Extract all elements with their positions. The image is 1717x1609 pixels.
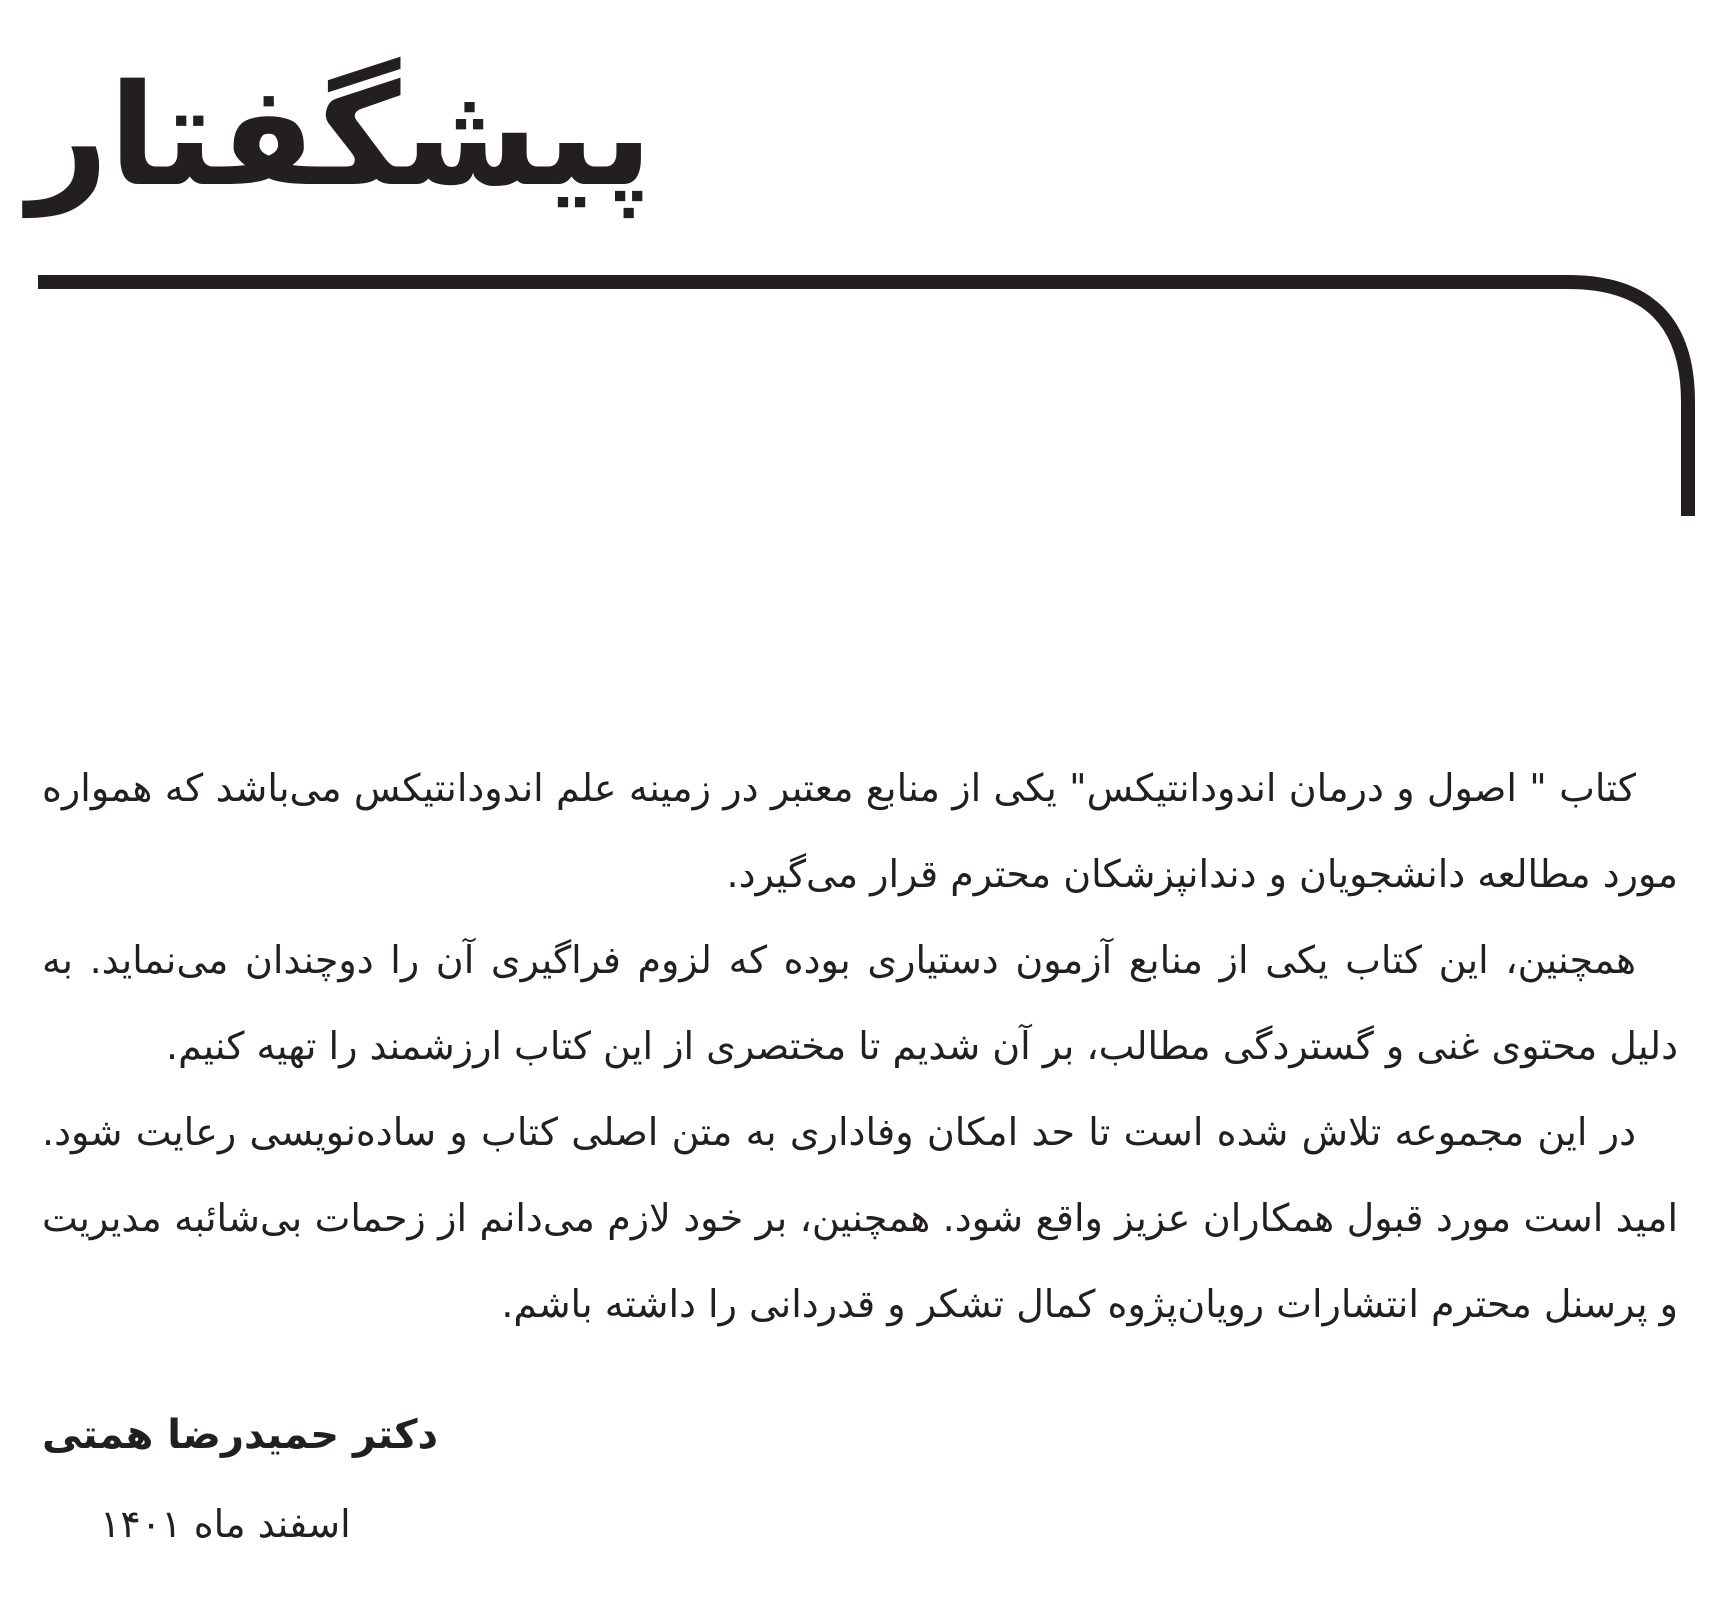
- paragraph-2: همچنین، این کتاب یکی از منابع آزمون دستیاری بوده که لزوم فراگیری آن را دوچندان می‌نماید. به دلیل محتوی غنی و گستردگی مطالب، بر آن شدیم تا مختصری از این کتاب ارزشمند را تهیه کنیم.: [42, 938, 1678, 1068]
- rule-line: [38, 282, 1688, 516]
- preface-body: [42, 745, 1678, 1347]
- author-signature: دکتر حمیدرضا همتی: [42, 1412, 438, 1458]
- paragraph-3: در این مجموعه تلاش شده است تا حد امکان وفاداری به متن اصلی کتاب و ساده‌نویسی رعایت شود. امید است مورد قبول همکاران عزیز واقع شود. همچنین، بر خود لازم می‌دانم از زحمات بی‌شائبه مدیریت و پرسنل محترم انتشارات رویان‌پژوه کمال تشکر و قدردانی را داشته باشم.: [42, 1110, 1678, 1326]
- paragraph-1: کتاب " اصول و درمان اندودانتیکس" یکی از منابع معتبر در زمینه علم اندودانتیکس می‌باشد که همواره مورد مطالعه دانشجویان و دندانپزشکان محترم قرار می‌گیرد.: [42, 766, 1678, 896]
- signature-date: اسفند ماه ۱۴۰۱: [100, 1502, 351, 1546]
- page-title: پیشگفتار: [28, 55, 653, 218]
